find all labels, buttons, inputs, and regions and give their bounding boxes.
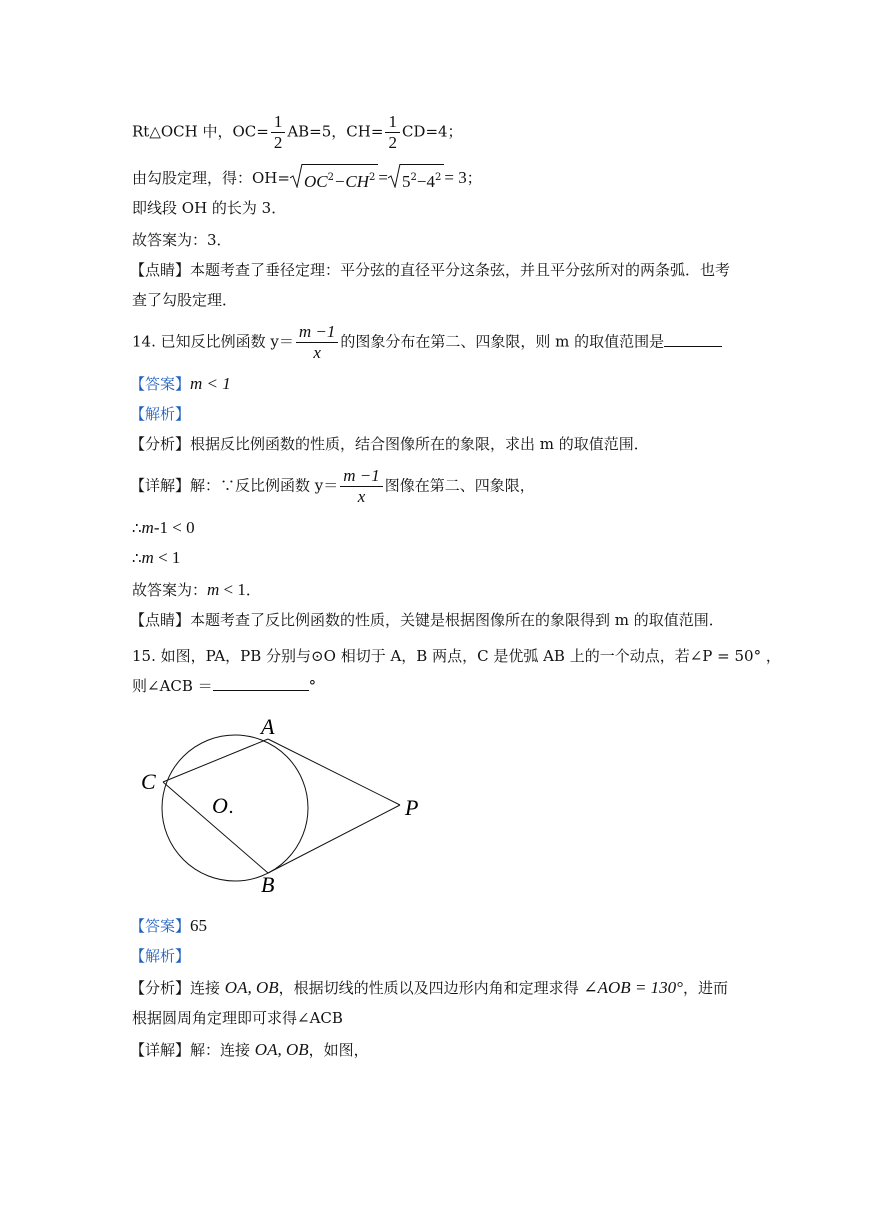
text: ． [245,581,261,599]
question-14 [132,322,722,363]
denominator: 2 [273,133,283,152]
variables: OA, OB [254,1040,309,1059]
text: 由勾股定理，得：OH= [132,169,290,187]
sqrt-expression-1 [290,164,378,194]
term: −CH [333,172,370,191]
text: ，如图， [308,1041,369,1059]
detail-15 [130,1040,369,1060]
text: ，根据切线的性质以及四边形内角和定理求得 [278,979,584,997]
detail-14 [130,466,535,507]
term: < 1 [153,548,181,567]
fraction-m-minus-1-over-x [296,322,339,363]
text: 则∠ACB ＝ [132,677,213,695]
answer-15 [130,916,207,936]
numerator: m −1 [296,322,339,343]
degree-symbol: ° [308,677,317,695]
numerator: 1 [385,112,400,133]
text: Rt△OCH 中，OC= [132,122,269,141]
chord-ca [163,739,268,782]
label-b: B [261,872,275,897]
tag-analysis-detail: 【分析】 [130,979,191,997]
question-15-line-1: 15. 如图，PA，PB 分别与⊙O 相切于 A，B 两点，C 是优弧 AB 上的一个动点，若∠P = 50° ， [132,647,781,665]
therefore-symbol: ∴ [132,519,142,537]
tag-detail: 【详解】 [130,1041,191,1059]
text: CD=4； [401,122,463,141]
result: = 3 [444,168,467,187]
fraction-m-minus-1-over-x [340,466,383,507]
tag-comment: 【点睛】 [130,611,191,629]
denominator: 2 [388,133,397,152]
text: 连接 [190,979,225,997]
exponent: 2 [434,172,442,183]
text: ，进而 [682,979,728,997]
tag-analysis-detail: 【分析】 [130,435,191,453]
sqrt-expression-2 [388,164,444,194]
tangent-pa [268,739,400,805]
variable: m [141,548,154,567]
numerator: m −1 [340,466,383,487]
step-1 [132,518,195,538]
text: 根据反比例函数的性质，结合图像所在的象限，求出 m 的取值范围． [190,435,649,453]
geometry-figure [135,712,435,902]
exponent: 2 [327,172,334,183]
label-p: P [405,795,419,820]
therefore-symbol: ∴ [132,549,142,567]
tag-answer: 【答案】 [130,917,191,935]
variable: m [207,580,220,599]
tag-answer: 【答案】 [130,375,191,393]
solution-line-1 [132,112,463,153]
equals-sign: = [378,168,389,187]
exponent: 2 [410,172,417,183]
term: -1 < 0 [153,518,195,537]
tag-comment: 【点睛】 [130,261,191,279]
text: AB=5，CH= [287,122,384,141]
text: 的图象分布在第二、四象限，则 m 的取值范围是 [340,332,665,351]
solution-line-3: 即线段 OH 的长为 3． [132,199,287,217]
text: 解：连接 [190,1041,255,1059]
radical-sign-icon [290,164,303,188]
tangent-pb [268,805,400,873]
label-o: O [212,793,228,818]
angle-expression: ∠AOB = 130° [583,978,683,997]
fraction-half [271,112,286,153]
exponent: 2 [369,172,376,183]
question-15-line-2 [132,676,316,696]
text: 故答案为： [132,581,208,599]
step-2 [132,548,180,568]
text: 图像在第二、四象限， [384,476,535,495]
fraction-half [385,112,400,153]
circle-o [162,735,308,881]
term: 5 [402,172,411,191]
variable: m [141,518,154,537]
denominator: x [357,487,366,506]
term: OC [303,172,328,191]
analysis-14 [130,434,649,454]
comment-line-cont: 查了勾股定理． [132,291,238,309]
radical-sign-icon [388,164,401,188]
label-a: A [261,714,275,739]
text: 本题考查了垂径定理：平分弦的直径平分这条弦，并且平分弦所对的两条弧．也考 [190,261,731,279]
answer-blank [664,334,722,347]
comment-line [130,260,730,280]
term: −4 [416,172,435,191]
tag-detail: 【详解】 [130,476,191,495]
numerator: 1 [271,112,286,133]
center-dot [230,811,232,813]
comment-14 [130,610,724,630]
text: 本题考查了反比例函数的性质，关键是根据图像所在的象限得到 m 的取值范围． [190,611,724,629]
step-3 [132,580,261,600]
analysis-15 [130,978,728,998]
term: < 1 [219,580,246,599]
tag-analysis: 【解析】 [130,405,191,423]
text: 解：∵反比例函数 y＝ [190,476,339,495]
text: 14. 已知反比例函数 y＝ [132,332,294,351]
solution-line-2 [132,164,482,194]
answer-value: 65 [190,916,208,935]
label-c: C [141,769,156,794]
variables: OA, OB [224,978,279,997]
answer-14 [130,374,231,394]
answer-blank [213,678,309,691]
answer-value: m < 1 [190,374,231,393]
answer-line: 故答案为：3． [132,231,232,249]
analysis-15-cont: 根据圆周角定理即可求得∠ACB [132,1009,343,1027]
text: ； [466,169,482,187]
tag-analysis: 【解析】 [130,947,191,965]
denominator: x [313,343,321,362]
